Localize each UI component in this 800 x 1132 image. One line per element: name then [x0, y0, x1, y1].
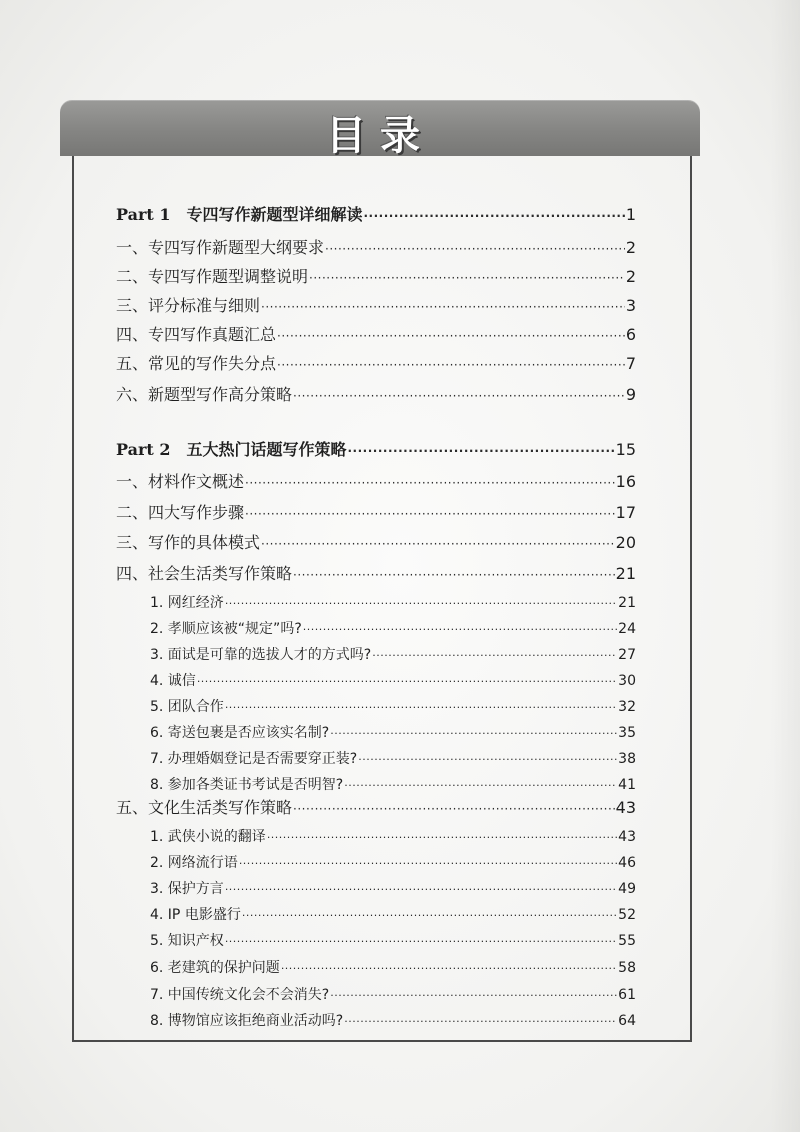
toc-item-label: 二、四大写作步骤: [116, 503, 245, 522]
toc-leader-dots: [281, 956, 617, 982]
toc-subitem-label: 3. 保护方言: [150, 881, 224, 897]
toc-leader-dots: [261, 294, 625, 320]
toc-item-page: 3: [625, 296, 636, 315]
toc-subitem-page: 32: [618, 699, 636, 715]
toc-subitem-page: 49: [618, 881, 636, 897]
toc-item-page: 43: [615, 798, 636, 817]
toc-item[interactable]: [116, 293, 636, 319]
toc-item[interactable]: [116, 322, 636, 348]
toc-item-label: 二、专四写作题型调整说明: [116, 267, 309, 286]
toc-subitem-label: 5. 知识产权: [150, 933, 224, 949]
toc-item[interactable]: [116, 235, 636, 261]
toc-leader-dots: [225, 695, 617, 721]
toc-leader-dots: [330, 983, 617, 1009]
toc-leader-dots: [267, 825, 617, 851]
toc-subitem-label: 7. 中国传统文化会不会消失?: [150, 987, 330, 1003]
toc-subitem-page: 35: [618, 725, 636, 741]
toc-subitem-label: 2. 孝顺应该被“规定”吗?: [150, 621, 302, 637]
toc-subitem-label: 4. 诚信: [150, 673, 196, 689]
toc-item-label: 一、专四写作新题型大纲要求: [116, 238, 325, 257]
toc-item[interactable]: [116, 469, 636, 495]
toc-item-label: 一、材料作文概述: [116, 472, 245, 491]
toc-leader-dots: [225, 877, 617, 903]
toc-leader-dots: [225, 929, 617, 955]
toc-item-page: 17: [615, 503, 636, 522]
toc-leader-dots: [277, 323, 625, 349]
toc-subitem-page: 46: [618, 855, 636, 871]
toc-subitem[interactable]: [150, 590, 636, 616]
toc-item[interactable]: [116, 500, 636, 526]
toc-part-1[interactable]: [116, 202, 636, 228]
toc-leader-dots: [293, 383, 625, 409]
toc-item[interactable]: [116, 382, 636, 408]
toc-leader-dots: [330, 721, 617, 747]
toc-item-page: 21: [615, 564, 636, 583]
toc-subitem-page: 38: [618, 751, 636, 767]
toc-leader-dots: [245, 501, 615, 527]
toc-subitem[interactable]: [150, 720, 636, 746]
toc-leader-dots: [364, 203, 625, 229]
toc-item-page: 2: [625, 267, 636, 286]
toc-subitem-page: 43: [618, 829, 636, 845]
toc-leader-dots: [348, 438, 615, 464]
toc-part-2-label: Part 2 五大热门话题写作策略: [116, 440, 347, 459]
toc-item-label: 三、写作的具体模式: [116, 533, 261, 552]
toc-subitem-label: 1. 网红经济: [150, 595, 224, 611]
toc-item-page: 2: [625, 238, 636, 257]
toc-leader-dots: [372, 643, 617, 669]
toc-subitem[interactable]: [150, 902, 636, 928]
toc-item-label: 四、专四写作真题汇总: [116, 325, 277, 344]
toc-leader-dots: [225, 591, 617, 617]
toc-item-label: 四、社会生活类写作策略: [116, 564, 293, 583]
toc-subitem-page: 64: [618, 1013, 636, 1029]
toc-subitem-page: 52: [618, 907, 636, 923]
toc-subitem-label: 3. 面试是可靠的选拔人才的方式吗?: [150, 647, 372, 663]
toc-item-page: 16: [615, 472, 636, 491]
toc-item-label: 三、评分标准与细则: [116, 296, 261, 315]
toc-subitem-page: 61: [618, 987, 636, 1003]
page-edge-shadow: [770, 0, 800, 1132]
toc-leader-dots: [197, 669, 617, 695]
toc-subitem-label: 1. 武侠小说的翻译: [150, 829, 266, 845]
toc-subitem-page: 55: [618, 933, 636, 949]
toc-subitem[interactable]: [150, 876, 636, 902]
toc-item[interactable]: [116, 264, 636, 290]
toc-subitem-label: 2. 网络流行语: [150, 855, 238, 871]
toc-subitem-page: 30: [618, 673, 636, 689]
toc-leader-dots: [242, 903, 617, 929]
toc-subitem-label: 6. 老建筑的保护问题: [150, 960, 280, 976]
toc-item-page: 6: [625, 325, 636, 344]
toc-part-1-page: 1: [625, 205, 636, 224]
toc-subitem[interactable]: [150, 616, 636, 642]
toc-subitem-page: 21: [618, 595, 636, 611]
toc-item-page: 7: [625, 354, 636, 373]
toc-leader-dots: [358, 747, 617, 773]
toc-subitem[interactable]: [150, 746, 636, 772]
toc-subitem-label: 4. IP 电影盛行: [150, 907, 241, 923]
toc-subitem-page: 24: [618, 621, 636, 637]
toc-leader-dots: [293, 796, 615, 822]
toc-leader-dots: [245, 470, 615, 496]
toc-item-label: 五、常见的写作失分点: [116, 354, 277, 373]
page-title: 目录: [326, 113, 434, 159]
toc-part-2-page: 15: [615, 440, 636, 459]
toc-subitem-label: 8. 参加各类证书考试是否明智?: [150, 777, 344, 793]
toc-leader-dots: [325, 236, 625, 262]
toc-item[interactable]: [116, 561, 636, 587]
toc-item-label: 五、文化生活类写作策略: [116, 798, 293, 817]
toc-subitem[interactable]: [150, 1008, 636, 1034]
toc-subitem[interactable]: [150, 694, 636, 720]
toc-subitem-page: 41: [618, 777, 636, 793]
toc-item[interactable]: [116, 530, 636, 556]
toc-subitem-label: 7. 办理婚姻登记是否需要穿正装?: [150, 751, 358, 767]
toc-subitem-page: 58: [618, 960, 636, 976]
toc-item-label: 六、新题型写作高分策略: [116, 385, 293, 404]
toc-subitem-page: 27: [618, 647, 636, 663]
toc-subitem[interactable]: [150, 642, 636, 668]
toc-leader-dots: [277, 352, 625, 378]
toc-leader-dots: [239, 851, 617, 877]
toc-item[interactable]: [116, 351, 636, 377]
toc-subitem[interactable]: [150, 824, 636, 850]
toc-leader-dots: [261, 531, 615, 557]
toc-leader-dots: [309, 265, 625, 291]
toc-item-page: 9: [625, 385, 636, 404]
toc-leader-dots: [303, 617, 617, 643]
toc-subitem[interactable]: [150, 982, 636, 1008]
toc-item[interactable]: [116, 795, 636, 821]
toc-subitem[interactable]: [150, 928, 636, 954]
toc-leader-dots: [344, 1009, 617, 1035]
toc-subitem-label: 5. 团队合作: [150, 699, 224, 715]
toc-part-2[interactable]: [116, 437, 636, 463]
toc-subitem[interactable]: [150, 850, 636, 876]
title-banner: [60, 100, 700, 159]
toc-item-page: 20: [615, 533, 636, 552]
toc-subitem-label: 6. 寄送包裹是否应该实名制?: [150, 725, 330, 741]
toc-subitem[interactable]: [150, 668, 636, 694]
toc-subitem[interactable]: [150, 955, 636, 981]
toc-leader-dots: [293, 562, 615, 588]
toc-subitem-label: 8. 博物馆应该拒绝商业活动吗?: [150, 1013, 344, 1029]
toc-part-1-label: Part 1 专四写作新题型详细解读: [116, 205, 363, 224]
